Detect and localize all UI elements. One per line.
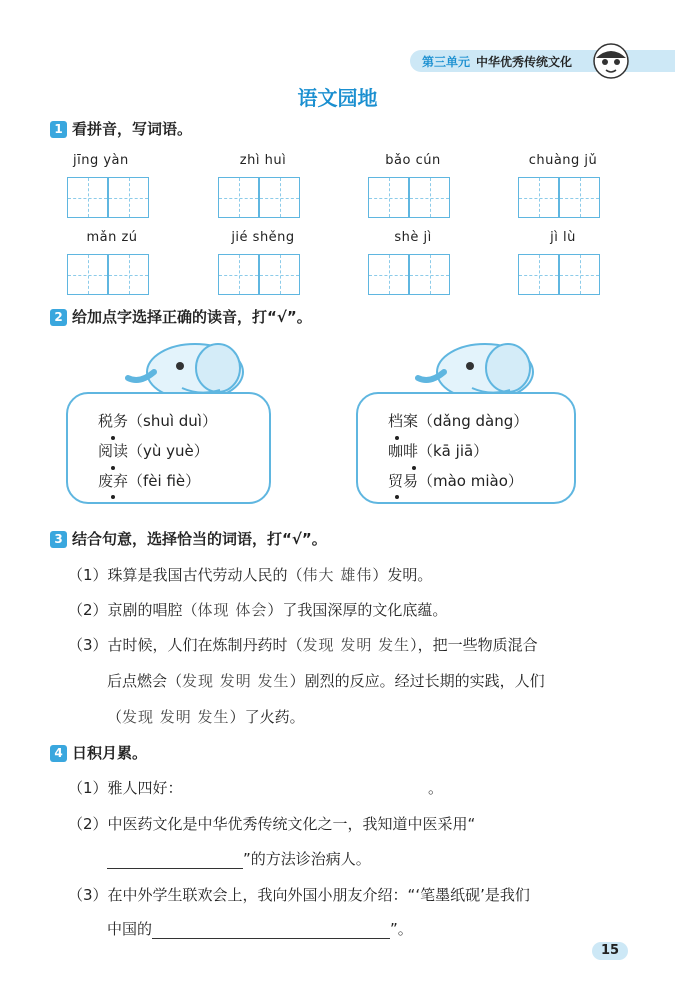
sentence-text: （ [107, 708, 123, 726]
q4-sentence-2: （2）中医药文化是中华优秀传统文化之一，我知道中医采用“ [68, 815, 476, 833]
pinyin-item [368, 230, 458, 295]
pinyin-label: jīng yàn [73, 153, 129, 168]
unit-number: 第三单元 [422, 55, 471, 69]
emphasis-dot [111, 436, 115, 440]
sentence-text: （3）古时候，人们在炼制丹药时（ [68, 636, 303, 654]
writing-grid[interactable] [259, 254, 300, 295]
q1-number: 1 [50, 121, 67, 138]
writing-grid[interactable] [108, 177, 149, 218]
sentence-text: ”。 [390, 920, 413, 938]
writing-grid[interactable] [218, 177, 259, 218]
sentence-text: 中国的 [107, 920, 153, 938]
q4-number: 4 [50, 745, 67, 762]
writing-grid[interactable] [518, 254, 559, 295]
writing-grid[interactable] [368, 177, 409, 218]
q2-text: 给加点字选择正确的读音，打“√”。 [72, 308, 312, 326]
sentence-text: ）发明。 [372, 566, 433, 584]
word-options[interactable]: 发现 发明 发生 [182, 672, 290, 690]
writing-grid[interactable] [559, 254, 600, 295]
sentence-text: ）了火药。 [229, 708, 305, 726]
q3-sentence-3-line-2 [107, 670, 545, 691]
q3-sentence-3-line-3 [107, 706, 305, 727]
q3-sentence-3 [68, 634, 538, 655]
pinyin-label: jì lù [550, 230, 576, 245]
q4-sentence-2-line-2 [107, 848, 371, 869]
pinyin-label: mǎn zú [86, 230, 138, 245]
q2-title [50, 306, 312, 327]
emphasis-dot [395, 436, 399, 440]
sentence-text: （1）珠算是我国古代劳动人民的（ [68, 566, 303, 584]
q3-number: 3 [50, 531, 67, 548]
q4-sentence-1 [68, 777, 183, 798]
q4-sentence-3-line-2 [107, 918, 413, 939]
unit-label [422, 53, 572, 70]
sentence-text: ”的方法诊治病人。 [243, 850, 371, 868]
pinyin-item [368, 153, 458, 218]
reading-choice[interactable]: 贸易（mào miào） [388, 472, 523, 490]
q4-text: 日积月累。 [72, 744, 148, 762]
q4-sentence-3: （3）在中外学生联欢会上，我向外国小朋友介绍：“‘笔墨纸砚’是我们 [68, 886, 530, 904]
word-options[interactable]: 体现 体会 [197, 601, 268, 619]
q3-sentence-1 [68, 564, 432, 585]
reading-choice-box-left [66, 392, 271, 504]
sentence-text: （2）京剧的唱腔（ [68, 601, 198, 619]
pinyin-item [67, 230, 157, 295]
page-number: 15 [592, 942, 628, 960]
reading-choice[interactable]: 咖啡（kā jiā） [388, 442, 489, 460]
mascot-icon [592, 42, 630, 80]
pinyin-item [67, 153, 157, 218]
q3-text: 结合句意，选择恰当的词语，打“√”。 [72, 530, 327, 548]
writing-grid[interactable] [409, 254, 450, 295]
word-options[interactable]: 伟大 雄伟 [302, 566, 373, 584]
q3-title [50, 528, 327, 549]
pinyin-label: shè jì [394, 230, 432, 245]
writing-grid[interactable] [259, 177, 300, 218]
writing-grid[interactable] [368, 254, 409, 295]
sentence-text: ），把一些物质混合 [410, 636, 538, 654]
page-title: 语文园地 [297, 86, 378, 110]
q3-sentence-2 [68, 599, 447, 620]
pinyin-item [218, 153, 308, 218]
q1-text: 看拼音，写词语。 [72, 120, 193, 138]
pinyin-item [218, 230, 308, 295]
reading-choice[interactable]: 废弃（fèi fiè） [98, 472, 201, 490]
pinyin-item [518, 230, 608, 295]
sentence-text: 后点燃会（ [107, 672, 183, 690]
q1-title [50, 118, 192, 139]
emphasis-dot [412, 466, 416, 470]
writing-grid[interactable] [518, 177, 559, 218]
pinyin-label: bǎo cún [385, 153, 441, 168]
q2-number: 2 [50, 309, 67, 326]
answer-blank[interactable] [107, 853, 243, 869]
writing-grid[interactable] [67, 177, 108, 218]
writing-grid[interactable] [218, 254, 259, 295]
writing-grid[interactable] [108, 254, 149, 295]
emphasis-dot [111, 495, 115, 499]
q4-sentence-1-end: 。 [428, 779, 444, 797]
word-options[interactable]: 发现 发明 发生 [122, 708, 230, 726]
writing-grid[interactable] [67, 254, 108, 295]
reading-choice[interactable]: 税务（shuì duì） [98, 412, 217, 430]
sentence-text: （1）雅人四好： [68, 779, 183, 797]
word-options[interactable]: 发现 发明 发生 [302, 636, 411, 654]
sentence-text: ）了我国深厚的文化底蕴。 [267, 601, 448, 619]
unit-theme: 中华优秀传统文化 [476, 55, 573, 69]
writing-grid[interactable] [409, 177, 450, 218]
answer-blank[interactable] [152, 923, 390, 939]
emphasis-dot [111, 466, 115, 470]
reading-choice-box-right [356, 392, 576, 504]
pinyin-label: jié shěng [231, 230, 295, 245]
reading-choice[interactable]: 档案（dǎng dàng） [388, 412, 529, 430]
pinyin-item [518, 153, 608, 218]
q4-title [50, 742, 147, 763]
pinyin-label: chuàng jǔ [528, 153, 598, 168]
sentence-text: ）剧烈的反应。经过长期的实践，人们 [289, 672, 545, 690]
emphasis-dot [395, 495, 399, 499]
pinyin-label: zhì huì [239, 153, 287, 168]
reading-choice[interactable]: 阅读（yù yuè） [98, 442, 209, 460]
writing-grid[interactable] [559, 177, 600, 218]
